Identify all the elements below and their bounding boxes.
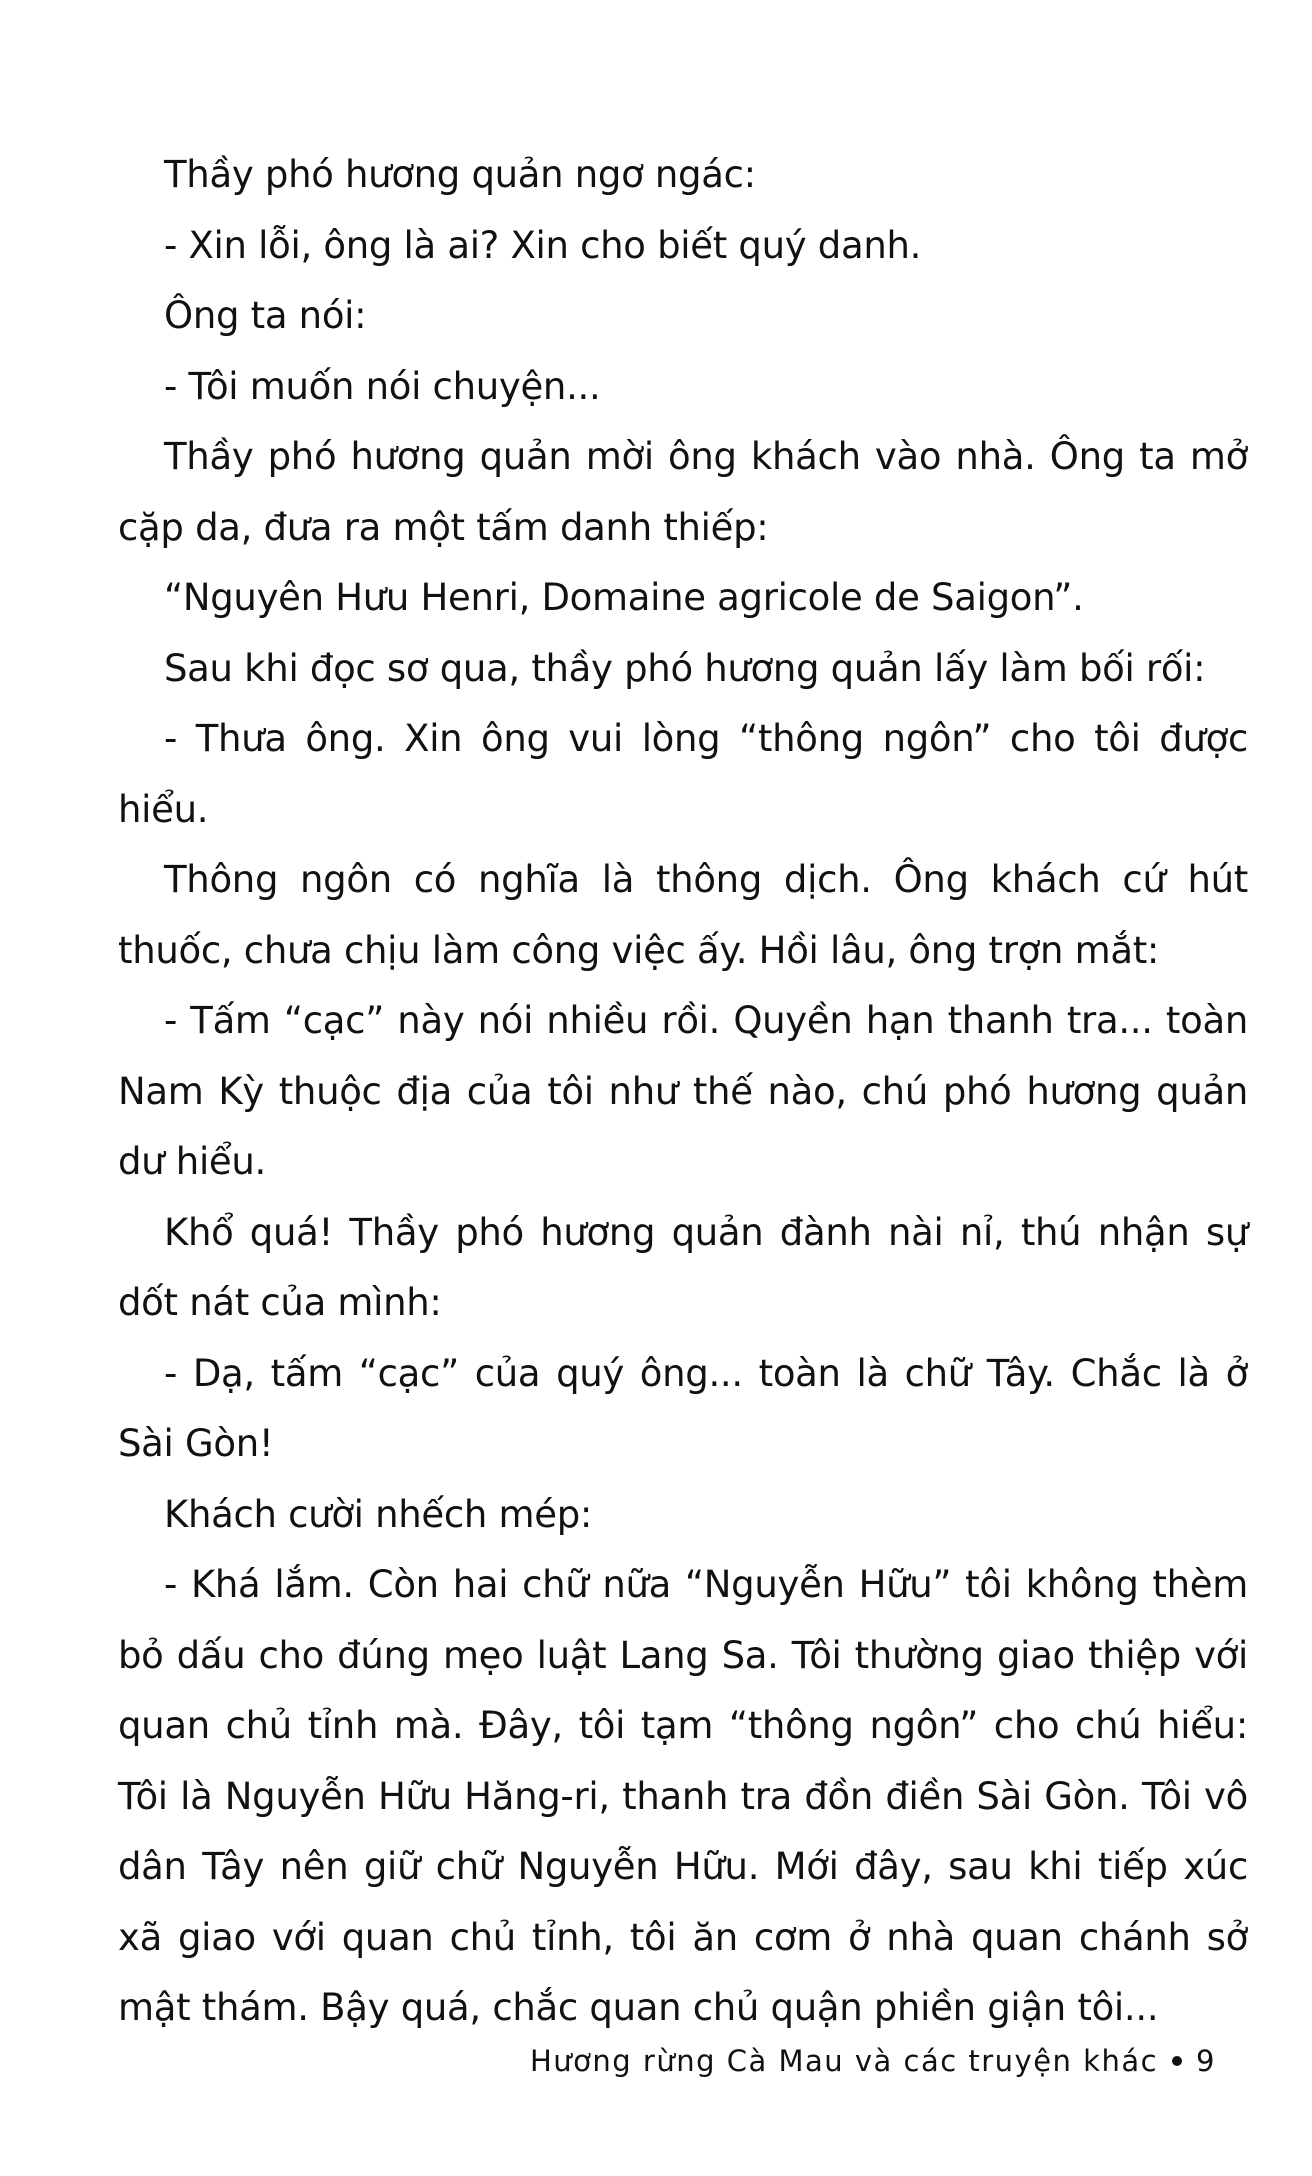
paragraph-11: Khổ quá! Thầy phó hương quản đành nài nỉ, thú nhận sự dốt nát của mình: (118, 1210, 1248, 1324)
paragraph-14: - Khá lắm. Còn hai chữ nữa “Nguyễn Hữu” tôi không thèm bỏ dấu cho đúng mẹo luật Lang Sa. Tôi thường giao thiệp với quan chủ tỉnh mà. Đây, tôi tạm “thông ngôn” cho chú hiểu: Tôi là Nguyễn Hữu Hăng-ri, thanh tra đồn điền Sài Gòn. Tôi vô dân Tây nên giữ chữ Nguyễn Hữu. Mới đây, sau khi tiếp xúc xã giao với quan chủ tỉnh, tôi ăn cơm ở nhà quan chánh sở mật thám. Bậy quá, chắc quan chủ quận phiền giận tôi... (118, 1563, 1248, 2029)
paragraph-8: - Thưa ông. Xin ông vui lòng “thông ngôn” cho tôi được hiểu. (118, 717, 1248, 831)
paragraph-2: - Xin lỗi, ông là ai? Xin cho biết quý danh. (164, 223, 922, 267)
paragraph-4: - Tôi muốn nói chuyện... (164, 364, 601, 408)
paragraph-13: Khách cười nhếch mép: (164, 1492, 593, 1536)
paragraph-5: Thầy phó hương quản mời ông khách vào nhà. Ông ta mở cặp da, đưa ra một tấm danh thiếp: (118, 435, 1248, 549)
paragraph-3: Ông ta nói: (164, 294, 367, 337)
paragraph-1: Thầy phó hương quản ngơ ngác: (164, 153, 756, 196)
bullet-separator-icon (1172, 2056, 1182, 2066)
paragraph-7: Sau khi đọc sơ qua, thầy phó hương quản lấy làm bối rối: (164, 646, 1206, 690)
paragraph-6: “Nguyên Hưu Henri, Domaine agricole de Saigon”. (164, 576, 1084, 619)
paragraph-10: - Tấm “cạc” này nói nhiều rồi. Quyền hạn thanh tra... toàn Nam Kỳ thuộc địa của tôi như thế nào, chú phó hương quản dư hiểu. (118, 999, 1248, 1183)
page-number: 9 (1196, 2044, 1216, 2078)
running-title: Hương rừng Cà Mau và các truyện khác (529, 2044, 1159, 2078)
paragraph-9: Thông ngôn có nghĩa là thông dịch. Ông khách cứ hút thuốc, chưa chịu làm công việc ấy. Hồi lâu, ông trợn mắt: (118, 858, 1248, 972)
page-body (118, 140, 1248, 2044)
paragraph-12: - Dạ, tấm “cạc” của quý ông... toàn là chữ Tây. Chắc là ở Sài Gòn! (118, 1351, 1248, 1465)
page-footer (530, 2044, 1216, 2078)
